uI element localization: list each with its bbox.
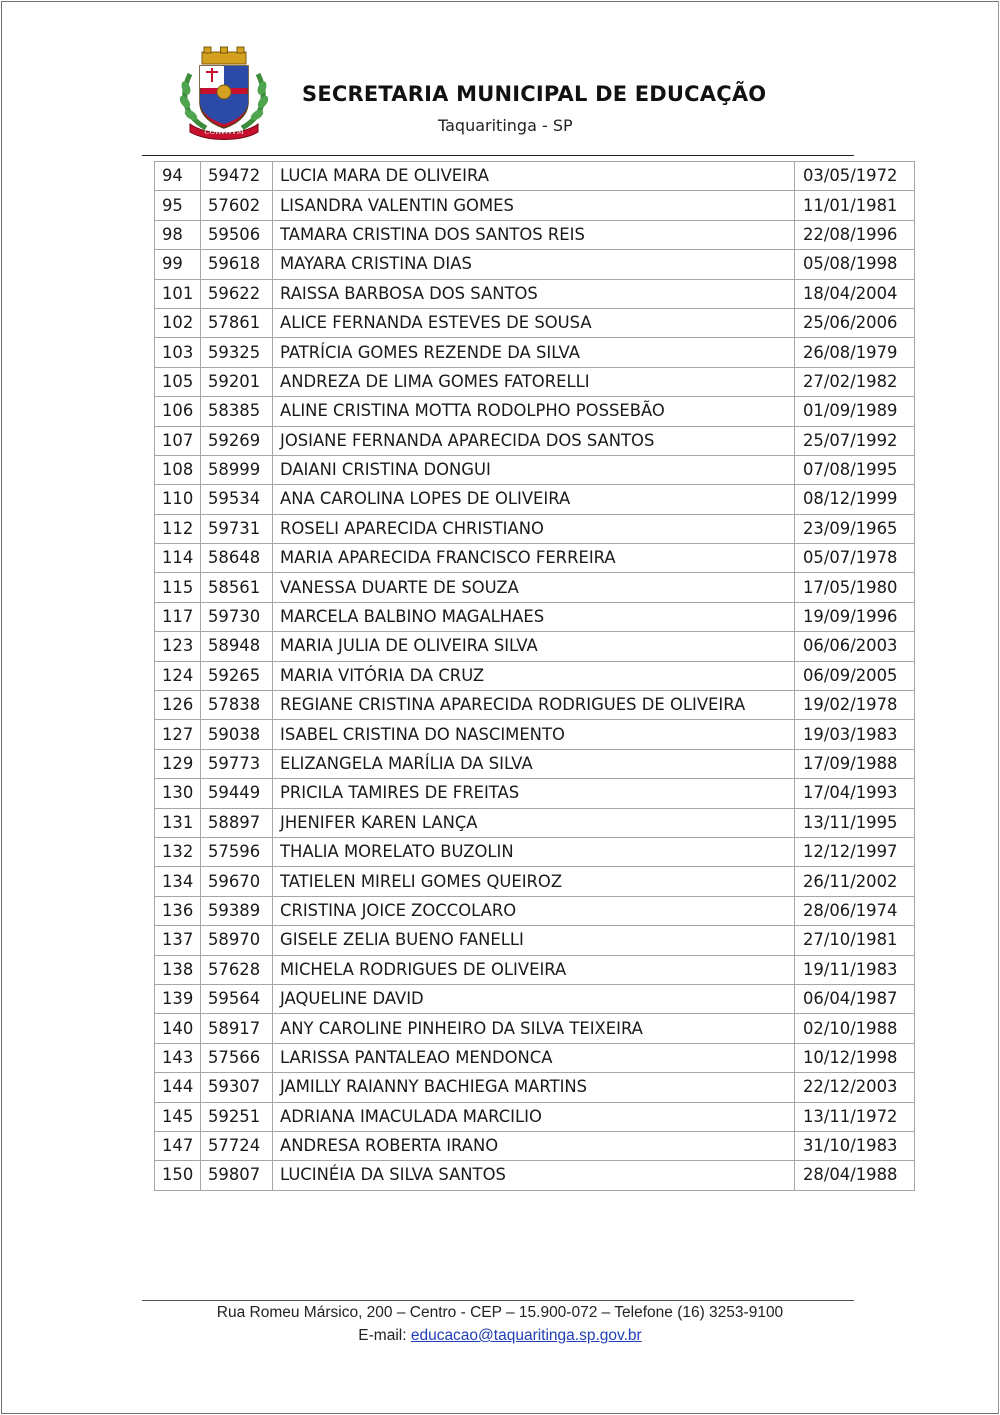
name-cell: ADRIANA IMACULADA MARCILIO [273, 1102, 795, 1131]
name-cell: REGIANE CRISTINA APARECIDA RODRIGUES DE OLIVEIRA [273, 691, 795, 720]
code-cell: 58999 [201, 455, 273, 484]
table-row [155, 426, 915, 455]
table-row [155, 867, 915, 896]
code-cell: 58917 [201, 1014, 273, 1043]
birthdate-cell: 27/02/1982 [795, 367, 915, 396]
code-cell: 57566 [201, 1043, 273, 1072]
footer-address: Rua Romeu Mársico, 200 – Centro - CEP – 15.900-072 – Telefone (16) 3253-9100 [216, 1304, 784, 1321]
code-cell: 59807 [201, 1161, 273, 1190]
code-cell: 57628 [201, 955, 273, 984]
name-cell: MARIA JULIA DE OLIVEIRA SILVA [273, 632, 795, 661]
code-cell: 57724 [201, 1131, 273, 1160]
birthdate-cell: 28/06/1974 [795, 896, 915, 925]
email-link[interactable]: educacao@taquaritinga.sp.gov.br [410, 1327, 642, 1344]
rank-cell: 130 [155, 779, 201, 808]
birthdate-cell: 05/08/1998 [795, 250, 915, 279]
table-row [155, 1131, 915, 1160]
birthdate-cell: 13/11/1972 [795, 1102, 915, 1131]
birthdate-cell: 19/03/1983 [795, 720, 915, 749]
rank-cell: 129 [155, 749, 201, 778]
rank-cell: 137 [155, 926, 201, 955]
rank-cell: 123 [155, 632, 201, 661]
classification-table-body [155, 162, 915, 1191]
rank-cell: 108 [155, 455, 201, 484]
code-cell: 59670 [201, 867, 273, 896]
rank-cell: 127 [155, 720, 201, 749]
birthdate-cell: 19/02/1978 [795, 691, 915, 720]
name-cell: LARISSA PANTALEAO MENDONCA [273, 1043, 795, 1072]
birthdate-cell: 07/08/1995 [795, 455, 915, 484]
name-cell: DAIANI CRISTINA DONGUI [273, 455, 795, 484]
page-subtitle: Taquaritinga - SP [438, 116, 573, 135]
header-divider [142, 155, 854, 156]
code-cell: 59265 [201, 661, 273, 690]
rank-cell: 117 [155, 602, 201, 631]
table-row [155, 837, 915, 866]
name-cell: MARIA VITÓRIA DA CRUZ [273, 661, 795, 690]
rank-cell: 140 [155, 1014, 201, 1043]
rank-cell: 145 [155, 1102, 201, 1131]
code-cell: 58385 [201, 397, 273, 426]
rank-cell: 134 [155, 867, 201, 896]
code-cell: 57596 [201, 837, 273, 866]
code-cell: 59730 [201, 602, 273, 631]
name-cell: GISELE ZELIA BUENO FANELLI [273, 926, 795, 955]
table-row [155, 544, 915, 573]
table-row [155, 1073, 915, 1102]
rank-cell: 147 [155, 1131, 201, 1160]
table-row [155, 279, 915, 308]
name-cell: LISANDRA VALENTIN GOMES [273, 191, 795, 220]
table-row [155, 162, 915, 191]
table-row [155, 1161, 915, 1190]
name-cell: MARIA APARECIDA FRANCISCO FERREIRA [273, 544, 795, 573]
code-cell: 58561 [201, 573, 273, 602]
code-cell: 59389 [201, 896, 273, 925]
code-cell: 59449 [201, 779, 273, 808]
rank-cell: 112 [155, 514, 201, 543]
table-row [155, 926, 915, 955]
name-cell: ALINE CRISTINA MOTTA RODOLPHO POSSEBÃO [273, 397, 795, 426]
birthdate-cell: 27/10/1981 [795, 926, 915, 955]
birthdate-cell: 01/09/1989 [795, 397, 915, 426]
birthdate-cell: 13/11/1995 [795, 808, 915, 837]
name-cell: MICHELA RODRIGUES DE OLIVEIRA [273, 955, 795, 984]
name-cell: MAYARA CRISTINA DIAS [273, 250, 795, 279]
name-cell: JAQUELINE DAVID [273, 984, 795, 1013]
table-row [155, 1014, 915, 1043]
rank-cell: 115 [155, 573, 201, 602]
rank-cell: 94 [155, 162, 201, 191]
name-cell: VANESSA DUARTE DE SOUZA [273, 573, 795, 602]
rank-cell: 106 [155, 397, 201, 426]
rank-cell: 105 [155, 367, 201, 396]
table-row [155, 485, 915, 514]
table-row [155, 749, 915, 778]
rank-cell: 150 [155, 1161, 201, 1190]
code-cell: 59564 [201, 984, 273, 1013]
rank-cell: 102 [155, 308, 201, 337]
table-row [155, 367, 915, 396]
name-cell: MARCELA BALBINO MAGALHAES [273, 602, 795, 631]
table-row [155, 514, 915, 543]
name-cell: THALIA MORELATO BUZOLIN [273, 837, 795, 866]
code-cell: 59506 [201, 220, 273, 249]
name-cell: ROSELI APARECIDA CHRISTIANO [273, 514, 795, 543]
table-row [155, 984, 915, 1013]
birthdate-cell: 05/07/1978 [795, 544, 915, 573]
page-title: SECRETARIA MUNICIPAL DE EDUCAÇÃO [302, 82, 767, 106]
code-cell: 59307 [201, 1073, 273, 1102]
code-cell: 59269 [201, 426, 273, 455]
birthdate-cell: 31/10/1983 [795, 1131, 915, 1160]
name-cell: TAMARA CRISTINA DOS SANTOS REIS [273, 220, 795, 249]
birthdate-cell: 25/06/2006 [795, 308, 915, 337]
birthdate-cell: 06/06/2003 [795, 632, 915, 661]
rank-cell: 139 [155, 984, 201, 1013]
name-cell: ISABEL CRISTINA DO NASCIMENTO [273, 720, 795, 749]
name-cell: JOSIANE FERNANDA APARECIDA DOS SANTOS [273, 426, 795, 455]
name-cell: ALICE FERNANDA ESTEVES DE SOUSA [273, 308, 795, 337]
table-row [155, 808, 915, 837]
name-cell: TATIELEN MIRELI GOMES QUEIROZ [273, 867, 795, 896]
rank-cell: 144 [155, 1073, 201, 1102]
table-row [155, 455, 915, 484]
code-cell: 59325 [201, 338, 273, 367]
code-cell: 58970 [201, 926, 273, 955]
table-row [155, 1102, 915, 1131]
footer-email-label: E-mail: [358, 1327, 411, 1344]
birthdate-cell: 17/09/1988 [795, 749, 915, 778]
rank-cell: 99 [155, 250, 201, 279]
birthdate-cell: 17/05/1980 [795, 573, 915, 602]
table-row [155, 308, 915, 337]
birthdate-cell: 18/04/2004 [795, 279, 915, 308]
name-cell: JHENIFER KAREN LANÇA [273, 808, 795, 837]
name-cell: LUCINÉIA DA SILVA SANTOS [273, 1161, 795, 1190]
code-cell: 59618 [201, 250, 273, 279]
birthdate-cell: 17/04/1993 [795, 779, 915, 808]
table-row [155, 250, 915, 279]
birthdate-cell: 26/08/1979 [795, 338, 915, 367]
code-cell: 59251 [201, 1102, 273, 1131]
name-cell: ELIZANGELA MARÍLIA DA SILVA [273, 749, 795, 778]
rank-cell: 124 [155, 661, 201, 690]
birthdate-cell: 10/12/1998 [795, 1043, 915, 1072]
name-cell: RAISSA BARBOSA DOS SANTOS [273, 279, 795, 308]
birthdate-cell: 06/04/1987 [795, 984, 915, 1013]
rank-cell: 103 [155, 338, 201, 367]
municipal-crest-logo [176, 44, 272, 140]
birthdate-cell: 08/12/1999 [795, 485, 915, 514]
rank-cell: 98 [155, 220, 201, 249]
rank-cell: 114 [155, 544, 201, 573]
table-row [155, 691, 915, 720]
table-row [155, 220, 915, 249]
birthdate-cell: 02/10/1988 [795, 1014, 915, 1043]
name-cell: ANY CAROLINE PINHEIRO DA SILVA TEIXEIRA [273, 1014, 795, 1043]
birthdate-cell: 22/12/2003 [795, 1073, 915, 1102]
birthdate-cell: 22/08/1996 [795, 220, 915, 249]
birthdate-cell: 26/11/2002 [795, 867, 915, 896]
code-cell: 57602 [201, 191, 273, 220]
rank-cell: 131 [155, 808, 201, 837]
code-cell: 59038 [201, 720, 273, 749]
birthdate-cell: 06/09/2005 [795, 661, 915, 690]
rank-cell: 110 [155, 485, 201, 514]
crest-motto: CORVNVM [204, 128, 244, 136]
birthdate-cell: 23/09/1965 [795, 514, 915, 543]
table-row [155, 191, 915, 220]
name-cell: LUCIA MARA DE OLIVEIRA [273, 162, 795, 191]
table-row [155, 896, 915, 925]
table-row [155, 1043, 915, 1072]
name-cell: CRISTINA JOICE ZOCCOLARO [273, 896, 795, 925]
birthdate-cell: 11/01/1981 [795, 191, 915, 220]
table-row [155, 720, 915, 749]
code-cell: 58897 [201, 808, 273, 837]
name-cell: PATRÍCIA GOMES REZENDE DA SILVA [273, 338, 795, 367]
code-cell: 57838 [201, 691, 273, 720]
table-row [155, 661, 915, 690]
name-cell: ANDREZA DE LIMA GOMES FATORELLI [273, 367, 795, 396]
rank-cell: 143 [155, 1043, 201, 1072]
table-row [155, 338, 915, 367]
rank-cell: 138 [155, 955, 201, 984]
name-cell: ANDRESA ROBERTA IRANO [273, 1131, 795, 1160]
name-cell: PRICILA TAMIRES DE FREITAS [273, 779, 795, 808]
code-cell: 59472 [201, 162, 273, 191]
code-cell: 59622 [201, 279, 273, 308]
code-cell: 59731 [201, 514, 273, 543]
birthdate-cell: 12/12/1997 [795, 837, 915, 866]
birthdate-cell: 28/04/1988 [795, 1161, 915, 1190]
code-cell: 58948 [201, 632, 273, 661]
table-row [155, 397, 915, 426]
birthdate-cell: 19/09/1996 [795, 602, 915, 631]
name-cell: JAMILLY RAIANNY BACHIEGA MARTINS [273, 1073, 795, 1102]
table-row [155, 779, 915, 808]
rank-cell: 136 [155, 896, 201, 925]
table-row [155, 602, 915, 631]
birthdate-cell: 25/07/1992 [795, 426, 915, 455]
birthdate-cell: 19/11/1983 [795, 955, 915, 984]
birthdate-cell: 03/05/1972 [795, 162, 915, 191]
code-cell: 59773 [201, 749, 273, 778]
code-cell: 58648 [201, 544, 273, 573]
rank-cell: 101 [155, 279, 201, 308]
rank-cell: 95 [155, 191, 201, 220]
classification-table [154, 161, 915, 1191]
rank-cell: 132 [155, 837, 201, 866]
rank-cell: 126 [155, 691, 201, 720]
table-row [155, 955, 915, 984]
code-cell: 57861 [201, 308, 273, 337]
table-row [155, 573, 915, 602]
rank-cell: 107 [155, 426, 201, 455]
code-cell: 59534 [201, 485, 273, 514]
code-cell: 59201 [201, 367, 273, 396]
footer-divider [142, 1300, 854, 1301]
name-cell: ANA CAROLINA LOPES DE OLIVEIRA [273, 485, 795, 514]
footer-email-line [0, 1327, 1000, 1345]
table-row [155, 632, 915, 661]
